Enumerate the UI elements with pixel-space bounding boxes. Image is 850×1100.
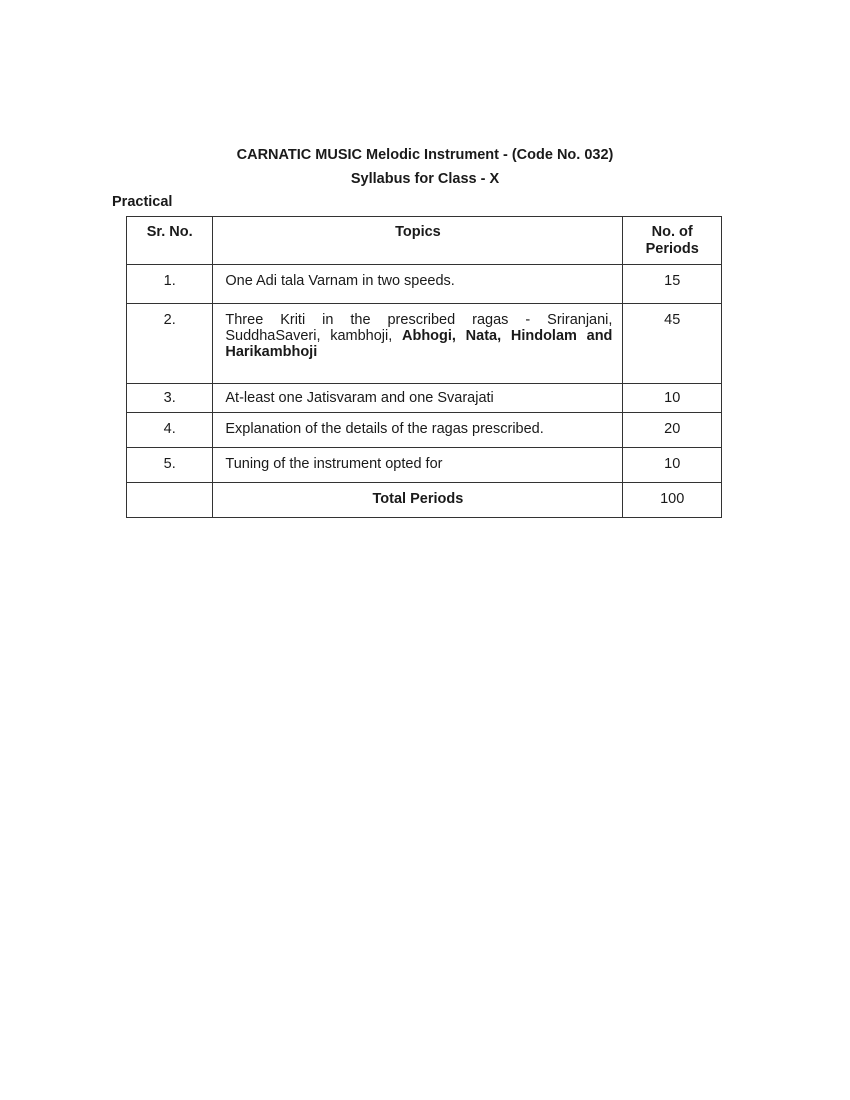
table-row (127, 413, 722, 448)
table-row (127, 304, 722, 384)
row-topic: Tuning of the instrument opted for (213, 448, 623, 483)
row-periods: 10 (623, 384, 722, 413)
header-periods-line2: Periods (645, 241, 699, 257)
row-periods: 10 (623, 448, 722, 483)
header-topics: Topics (213, 217, 623, 265)
row-topic: One Adi tala Varnam in two speeds. (213, 265, 623, 304)
row-topic: At-least one Jatisvaram and one Svarajati (213, 384, 623, 413)
table-row (127, 265, 722, 304)
row-periods: 45 (623, 304, 722, 384)
row-topic-plain: Three Kriti in the prescribed ragas - Sriranjani, SuddhaSaveri, kambhoji, (225, 312, 613, 344)
row-sr: 2. (127, 304, 213, 384)
total-periods: 100 (623, 483, 722, 518)
document-subtitle: Syllabus for Class - X (350, 171, 500, 187)
row-topic (213, 304, 623, 384)
header-periods (623, 217, 722, 265)
row-sr: 4. (127, 413, 213, 448)
syllabus-table (126, 216, 722, 518)
row-periods: 20 (623, 413, 722, 448)
row-topic: Explanation of the details of the ragas prescribed. (213, 413, 623, 448)
total-label: Total Periods (213, 483, 623, 518)
table-row (127, 384, 722, 413)
header-sr-no: Sr. No. (127, 217, 213, 265)
row-sr: 1. (127, 265, 213, 304)
document-title: CARNATIC MUSIC Melodic Instrument - (Code No. 032) (236, 147, 614, 163)
header-periods-line1: No. of (651, 224, 693, 240)
row-topic-bold: Abhogi, Nata, Hindolam and Harikambhoji (225, 328, 613, 360)
total-empty-cell (127, 483, 213, 518)
row-sr: 3. (127, 384, 213, 413)
table-row (127, 448, 722, 483)
section-label: Practical (112, 194, 173, 210)
table-header-row (127, 217, 722, 265)
row-sr: 5. (127, 448, 213, 483)
total-row (127, 483, 722, 518)
row-periods: 15 (623, 265, 722, 304)
